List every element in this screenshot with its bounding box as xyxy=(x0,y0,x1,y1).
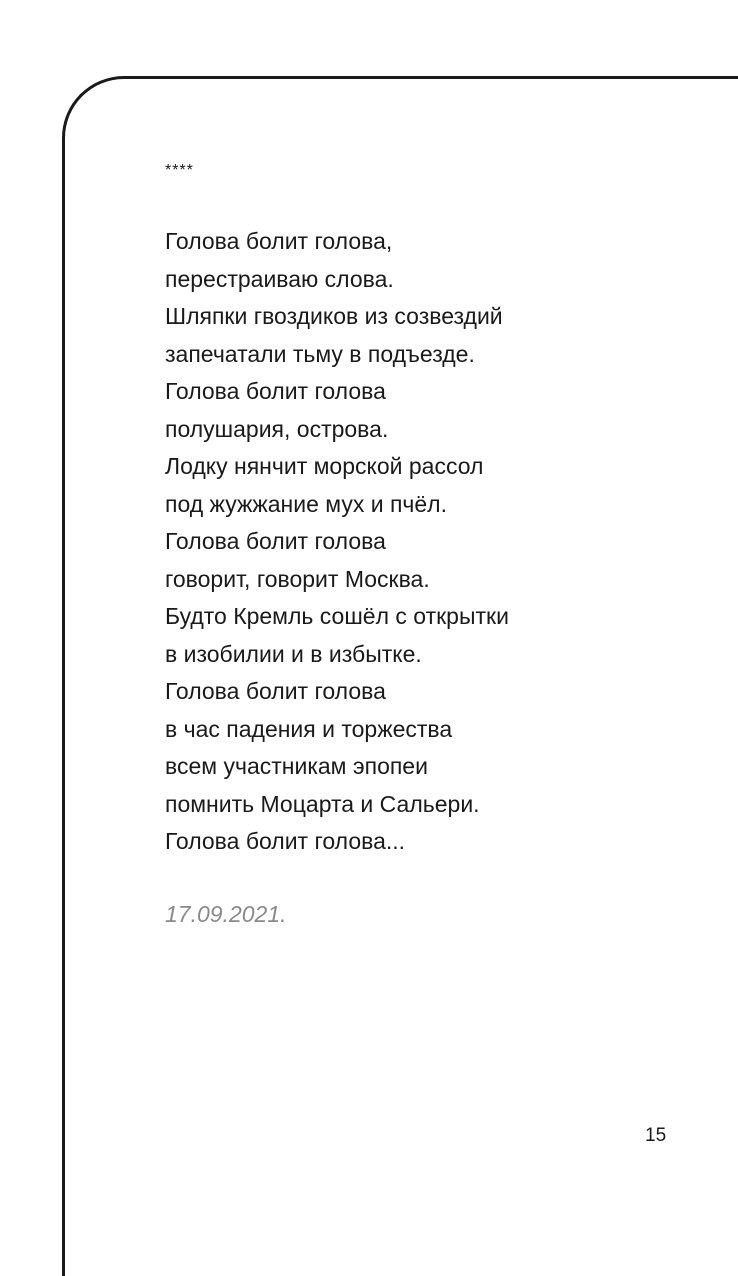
poem-separator: **** xyxy=(165,162,194,179)
poem-line: Голова болит голова xyxy=(165,528,386,554)
poem-line: всем участникам эпопеи xyxy=(165,753,428,779)
poem-line: Голова болит голова... xyxy=(165,828,406,854)
poem-line: перестраиваю слова. xyxy=(165,265,394,292)
poem-line: Голова болит голова, xyxy=(165,228,393,254)
poem xyxy=(165,155,685,933)
poem-line: Лодку нянчит морской рассол xyxy=(165,453,484,479)
poem-line: запечатали тьму в подъезде. xyxy=(165,340,475,367)
poem-line: помнить Моцарта и Сальери. xyxy=(165,790,480,817)
poem-line: Будто Кремль сошёл с открытки xyxy=(165,603,509,629)
poem-line: Голова болит голова xyxy=(165,378,386,404)
poem-line: Голова болит голова xyxy=(165,678,386,704)
poem-line: в изобилии и в избытке. xyxy=(165,640,422,667)
page-number: 15 xyxy=(645,1125,667,1146)
poem-line: полушария, острова. xyxy=(165,415,389,442)
poem-date: 17.09.2021. xyxy=(165,900,287,927)
poem-lines xyxy=(165,223,685,861)
poem-line: Шляпки гвоздиков из созвездий xyxy=(165,303,503,329)
poem-line: в час падения и торжества xyxy=(165,715,453,742)
poem-line: под жужжание мух и пчёл. xyxy=(165,490,447,517)
poem-line: говорит, говорит Москва. xyxy=(165,565,430,592)
